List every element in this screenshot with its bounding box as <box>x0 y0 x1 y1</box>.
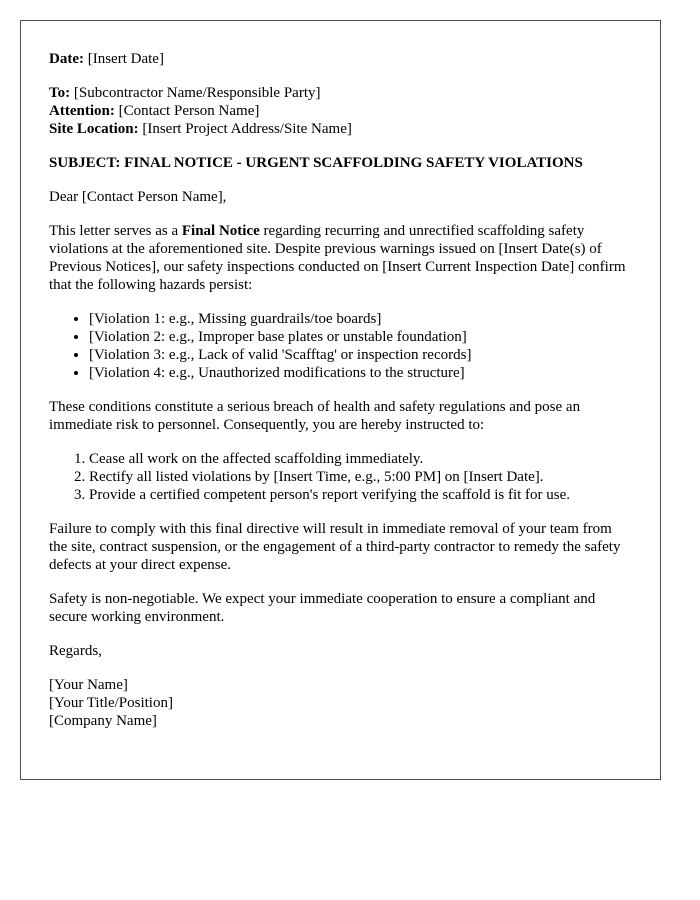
subject-line: SUBJECT: FINAL NOTICE - URGENT SCAFFOLDING SAFETY VIOLATIONS <box>49 155 583 171</box>
violation-item: • [Violation 2: e.g., Improper base plates or unstable foundation] <box>89 328 632 346</box>
salutation: Dear [Contact Person Name], <box>49 189 227 205</box>
attention-label: Attention: <box>49 103 115 119</box>
violation-item: • [Violation 3: e.g., Lack of valid 'Scafftag' or inspection records] <box>89 346 632 364</box>
to-label: To: <box>49 85 71 101</box>
site-location-value: [Insert Project Address/Site Name] <box>138 121 352 137</box>
instruction-item: 2. Rectify all listed violations by [Insert Time, e.g., 5:00 PM] on [Insert Date]. <box>89 468 632 486</box>
to-line <box>49 84 632 102</box>
intro-text-start: This letter serves as a <box>49 223 182 239</box>
intro-text-end: regarding recurring and unrectified scaffolding safety violations at the aforementioned site. Despite previous warnings issued on [Insert Date(s) of Previous Notices], our safety inspections conducted on [Insert Current Inspection Date] confirm that the following hazards persist: <box>49 223 626 293</box>
final-notice-emphasis: Final Notice <box>181 223 260 239</box>
signer-title: [Your Title/Position] <box>49 695 173 711</box>
closing: Regards, <box>49 643 102 659</box>
signer-name: [Your Name] <box>49 677 128 693</box>
violation-item: • [Violation 4: e.g., Unauthorized modifications to the structure] <box>89 364 632 382</box>
site-location-line <box>49 120 632 138</box>
attention-value: [Contact Person Name] <box>114 103 260 119</box>
intro-paragraph <box>49 222 632 294</box>
violations-list <box>49 310 632 382</box>
date-line <box>49 50 632 68</box>
recipient-block <box>49 84 632 138</box>
safety-paragraph: Safety is non-negotiable. We expect your immediate cooperation to ensure a compliant and secure working environment. <box>49 591 596 625</box>
failure-paragraph: Failure to comply with this final directive will result in immediate removal of your team from the site, contract suspension, or the engagement of a third-party contractor to remedy the safety defects at your direct expense. <box>49 521 621 573</box>
site-location-label: Site Location: <box>49 121 139 137</box>
instruction-item: 1. Cease all work on the affected scaffolding immediately. <box>89 450 632 468</box>
letter-page <box>20 20 661 780</box>
instructions-list <box>49 450 632 504</box>
conditions-paragraph: These conditions constitute a serious breach of health and safety regulations and pose an immediate risk to personnel. Consequently, you are hereby instructed to: <box>49 399 581 433</box>
date-value: [Insert Date] <box>83 51 164 67</box>
signature-block <box>49 676 632 730</box>
date-label: Date: <box>49 51 84 67</box>
to-value: [Subcontractor Name/Responsible Party] <box>70 85 321 101</box>
attention-line <box>49 102 632 120</box>
signer-company: [Company Name] <box>49 713 157 729</box>
instruction-item: 3. Provide a certified competent person's report verifying the scaffold is fit for use. <box>89 486 632 504</box>
violation-item: • [Violation 1: e.g., Missing guardrails/toe boards] <box>89 310 632 328</box>
